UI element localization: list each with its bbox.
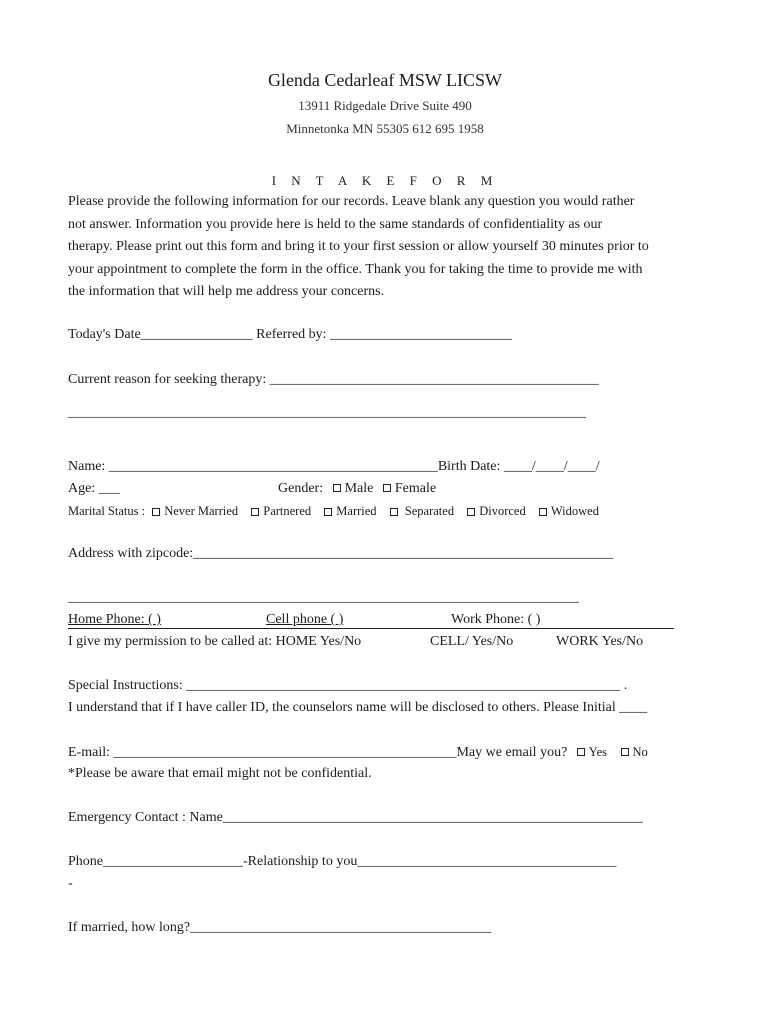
form-title: I N T A K E F O R M <box>271 173 499 188</box>
intro-paragraph <box>68 191 708 304</box>
email-consent-yes[interactable]: Yes <box>577 745 607 760</box>
married-duration-field[interactable]: If married, how long?___________________________________________ <box>68 920 492 935</box>
address-field[interactable]: Address with zipcode:____________________________________________________________ <box>68 546 614 561</box>
checkbox-icon[interactable] <box>333 484 341 492</box>
marital-option-partnered[interactable]: Partnered <box>251 504 311 518</box>
checkbox-icon[interactable] <box>539 508 547 516</box>
call-permission-home[interactable]: I give my permission to be called at: HOME Yes/No <box>68 634 362 649</box>
caller-id-initial-field[interactable]: I understand that if I have caller ID, the counselors name will be disclosed to others. Please Initial ____ <box>68 700 648 715</box>
work-phone-field[interactable]: Work Phone: ( ) <box>451 612 541 627</box>
practitioner-name: Glenda Cedarleaf MSW LICSW <box>267 70 503 90</box>
name-birthdate-field[interactable]: Name: _______________________________________________Birth Date: ____/____/____/ <box>68 459 600 474</box>
age-field[interactable]: Age: ___ <box>68 481 120 496</box>
phones-row <box>68 611 674 629</box>
gender-label: Gender: <box>278 481 324 496</box>
special-instructions-field[interactable]: Special Instructions: ______________________________________________________________ . <box>68 678 628 693</box>
gender-female-option[interactable]: Female <box>383 481 436 496</box>
stray-dash: - <box>68 876 73 891</box>
intro-line: not answer. Information you provide here is held to the same standards of confidentiality as our <box>68 216 603 232</box>
marital-status-field <box>68 502 599 520</box>
emergency-contact-field[interactable]: Emergency Contact : Name____________________________________________________________ <box>68 810 643 825</box>
gender-male-option[interactable]: Male <box>333 481 374 496</box>
checkbox-icon[interactable] <box>324 508 332 516</box>
marital-option-divorced[interactable]: Divorced <box>467 504 526 518</box>
call-permission-cell[interactable]: CELL/ Yes/No <box>430 634 514 649</box>
todays-date-referred-field[interactable]: Today's Date________________ Referred by: __________________________ <box>68 327 513 342</box>
practitioner-address: 13911 Ridgedale Drive Suite 490 <box>298 98 472 113</box>
intro-line: Please provide the following information for our records. Leave blank any question you would rather <box>68 194 635 209</box>
email-label-line[interactable]: E-mail: _________________________________________________May we email you? <box>68 745 568 760</box>
checkbox-icon[interactable] <box>621 748 629 756</box>
checkbox-icon[interactable] <box>577 748 585 756</box>
marital-option-widowed[interactable]: Widowed <box>539 504 599 518</box>
checkbox-icon[interactable] <box>383 484 391 492</box>
marital-option-married[interactable]: Married <box>324 504 376 518</box>
intro-line: the information that will help me address your concerns. <box>68 284 385 299</box>
address-continued-line[interactable]: _________________________________________________________________________ <box>68 590 579 605</box>
checkbox-icon[interactable] <box>390 508 398 516</box>
email-consent-no[interactable]: No <box>621 745 648 760</box>
marital-option-separated[interactable]: Separated <box>390 504 454 518</box>
intro-line: therapy. Please print out this form and bring it to your first session or allow yourself 30 minutes prior to <box>68 239 649 254</box>
gender-field <box>278 480 436 498</box>
home-phone-field[interactable]: Home Phone: ( ) <box>68 612 161 627</box>
cell-phone-field[interactable]: Cell phone ( ) <box>266 612 344 627</box>
marital-status-label: Marital Status : <box>68 504 146 518</box>
checkbox-icon[interactable] <box>467 508 475 516</box>
reason-for-therapy-field[interactable]: Current reason for seeking therapy: _______________________________________________ <box>68 372 599 387</box>
checkbox-icon[interactable] <box>251 508 259 516</box>
reason-continued-line[interactable]: __________________________________________________________________________ <box>68 405 586 420</box>
marital-option-never-married[interactable]: Never Married <box>152 504 238 518</box>
call-permission-work[interactable]: WORK Yes/No <box>556 634 644 649</box>
email-field <box>68 743 648 762</box>
intro-line: your appointment to complete the form in the office. Thank you for taking the time to provide me with <box>68 261 643 277</box>
practitioner-city-phone: Minnetonka MN 55305 612 695 1958 <box>286 121 484 136</box>
email-confidentiality-note: *Please be aware that email might not be confidential. <box>68 766 372 781</box>
phone-relationship-field[interactable]: Phone____________________-Relationship to you_____________________________________ <box>68 854 617 869</box>
checkbox-icon[interactable] <box>152 508 160 516</box>
